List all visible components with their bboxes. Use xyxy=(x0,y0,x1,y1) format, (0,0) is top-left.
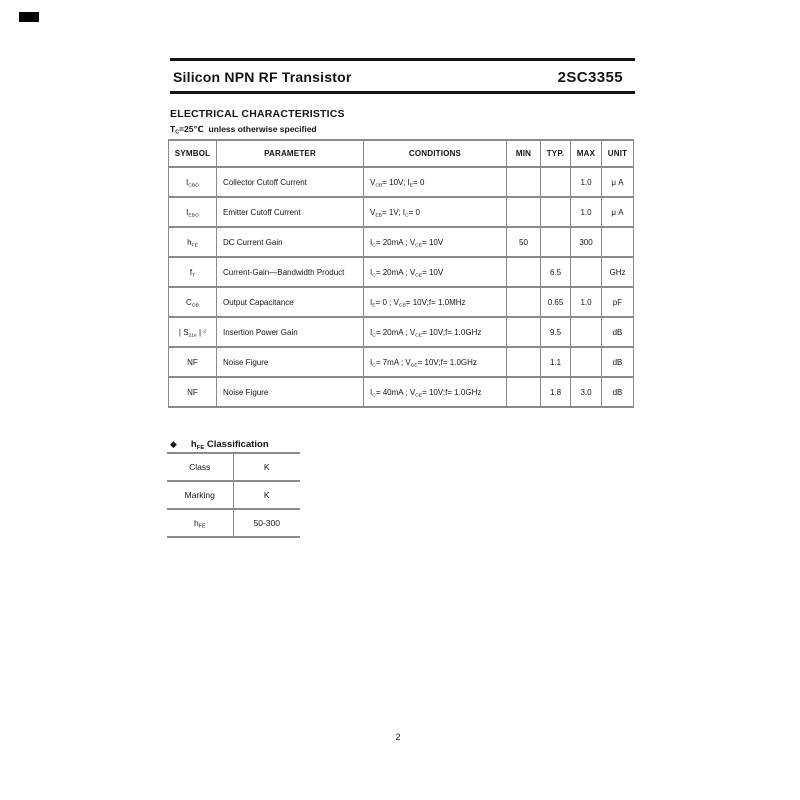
max-cell: 300 xyxy=(571,227,602,257)
section-heading: ELECTRICAL CHARACTERISTICS xyxy=(170,108,345,120)
unit-cell: dB xyxy=(602,347,634,377)
min-cell xyxy=(507,347,541,377)
parameter-cell: Current-Gain—Bandwidth Product xyxy=(217,257,364,287)
column-header: MAX xyxy=(571,140,602,167)
min-cell xyxy=(507,377,541,407)
max-cell xyxy=(571,347,602,377)
conditions-cell: $V_{EB}= 1V$; $I_C= 0$ xyxy=(364,197,507,227)
classification-label-cell: $h_{FE}$ xyxy=(167,509,233,537)
conditions-note: $T_C=25℃$ unless otherwise specified xyxy=(170,124,317,136)
parameter-cell: Noise Figure xyxy=(217,347,364,377)
column-header: PARAMETER xyxy=(217,140,364,167)
classification-value-cell: 50-300 xyxy=(233,509,300,537)
classification-value-cell: K xyxy=(233,481,300,509)
min-cell xyxy=(507,197,541,227)
column-header: UNIT xyxy=(602,140,634,167)
min-cell xyxy=(507,167,541,197)
part-number: 2SC3355 xyxy=(557,68,623,86)
symbol-cell: | $S_{21e}$ | $^2$ xyxy=(169,317,217,347)
max-cell: 1.0 xyxy=(571,197,602,227)
conditions-cell: $I_C= 20mA$ ; $V_{CE}=$ 10V;f= 1.0GHz xyxy=(364,317,507,347)
max-cell xyxy=(571,257,602,287)
typ-cell: 1.1 xyxy=(541,347,571,377)
unit-cell: μ A xyxy=(602,167,634,197)
symbol-cell: NF xyxy=(169,377,217,407)
conditions-cell: $V_{CB}= 10V$; $I_E= 0$ xyxy=(364,167,507,197)
parameter-cell: Output Capacitance xyxy=(217,287,364,317)
classification-label-cell: Marking xyxy=(167,481,233,509)
table-row xyxy=(169,317,634,347)
symbol-cell: $I_{EBO}$ xyxy=(169,197,217,227)
symbol-cell: $C_{OB}$ xyxy=(169,287,217,317)
document-title: Silicon NPN RF Transistor xyxy=(173,69,352,85)
scan-corner-mark xyxy=(19,12,39,22)
conditions-cell: $I_E= 0$ ; $V_{CB}=$ 10V;f= 1.0MHz xyxy=(364,287,507,317)
typ-cell: 9.5 xyxy=(541,317,571,347)
min-cell xyxy=(507,287,541,317)
electrical-characteristics-table xyxy=(168,139,634,408)
symbol-cell: NF xyxy=(169,347,217,377)
header-rule-bottom xyxy=(170,91,635,94)
page-number: 2 xyxy=(395,732,401,742)
diamond-bullet-icon: ◆ xyxy=(170,438,177,449)
typ-cell xyxy=(541,197,571,227)
parameter-cell: Noise Figure xyxy=(217,377,364,407)
table-row xyxy=(169,287,634,317)
typ-cell: 1.8 xyxy=(541,377,571,407)
table-body xyxy=(169,167,634,407)
conditions-cell: $I_C= 7mA$ ; $V_{CE}=$ 10V;f= 1.0GHz xyxy=(364,347,507,377)
parameter-cell: DC Current Gain xyxy=(217,227,364,257)
unit-cell xyxy=(602,227,634,257)
classification-row xyxy=(167,509,300,537)
typ-cell: 0.65 xyxy=(541,287,571,317)
unit-cell: dB xyxy=(602,317,634,347)
symbol-cell: $h_{FE}$ xyxy=(169,227,217,257)
column-header: MIN xyxy=(507,140,541,167)
min-cell: 50 xyxy=(507,227,541,257)
conditions-cell: $I_C= 20mA$ ; $V_{CE}= 10V$ xyxy=(364,227,507,257)
max-cell xyxy=(571,317,602,347)
table-row xyxy=(169,167,634,197)
typ-cell xyxy=(541,167,571,197)
classification-title xyxy=(170,437,269,451)
classification-label-cell: Class xyxy=(167,453,233,481)
conditions-cell: $I_C= 40mA$ ; $V_{CE}=$ 10V;f= 1.0GHz xyxy=(364,377,507,407)
header-row xyxy=(169,140,634,167)
symbol-cell: $f_T$ xyxy=(169,257,217,287)
table-header xyxy=(169,140,634,167)
table-row xyxy=(169,197,634,227)
table-row xyxy=(169,257,634,287)
symbol-cell: $I_{CBO}$ xyxy=(169,167,217,197)
max-cell: 1.0 xyxy=(571,167,602,197)
typ-cell xyxy=(541,227,571,257)
table-row xyxy=(169,347,634,377)
typ-cell: 6.5 xyxy=(541,257,571,287)
unit-cell: μ A xyxy=(602,197,634,227)
classification-row xyxy=(167,453,300,481)
table-row xyxy=(169,227,634,257)
max-cell: 3.0 xyxy=(571,377,602,407)
unit-cell: GHz xyxy=(602,257,634,287)
classification-row xyxy=(167,481,300,509)
header-rule-top xyxy=(170,58,635,61)
conditions-cell: $I_C= 20mA$ ; $V_{CE}= 10V$ xyxy=(364,257,507,287)
max-cell: 1.0 xyxy=(571,287,602,317)
parameter-cell: Collector Cutoff Current xyxy=(217,167,364,197)
parameter-cell: Insertion Power Gain xyxy=(217,317,364,347)
page-header xyxy=(170,65,635,89)
classification-value-cell: K xyxy=(233,453,300,481)
min-cell xyxy=(507,317,541,347)
classification-table xyxy=(167,452,300,538)
unit-cell: dB xyxy=(602,377,634,407)
min-cell xyxy=(507,257,541,287)
column-header: CONDITIONS xyxy=(364,140,507,167)
classification-table-body xyxy=(167,453,300,537)
parameter-cell: Emitter Cutoff Current xyxy=(217,197,364,227)
column-header: SYMBOL xyxy=(169,140,217,167)
table-row xyxy=(169,377,634,407)
classification-title-label: $h_{FE}$ Classification xyxy=(190,438,269,451)
unit-cell: pF xyxy=(602,287,634,317)
column-header: TYP. xyxy=(541,140,571,167)
